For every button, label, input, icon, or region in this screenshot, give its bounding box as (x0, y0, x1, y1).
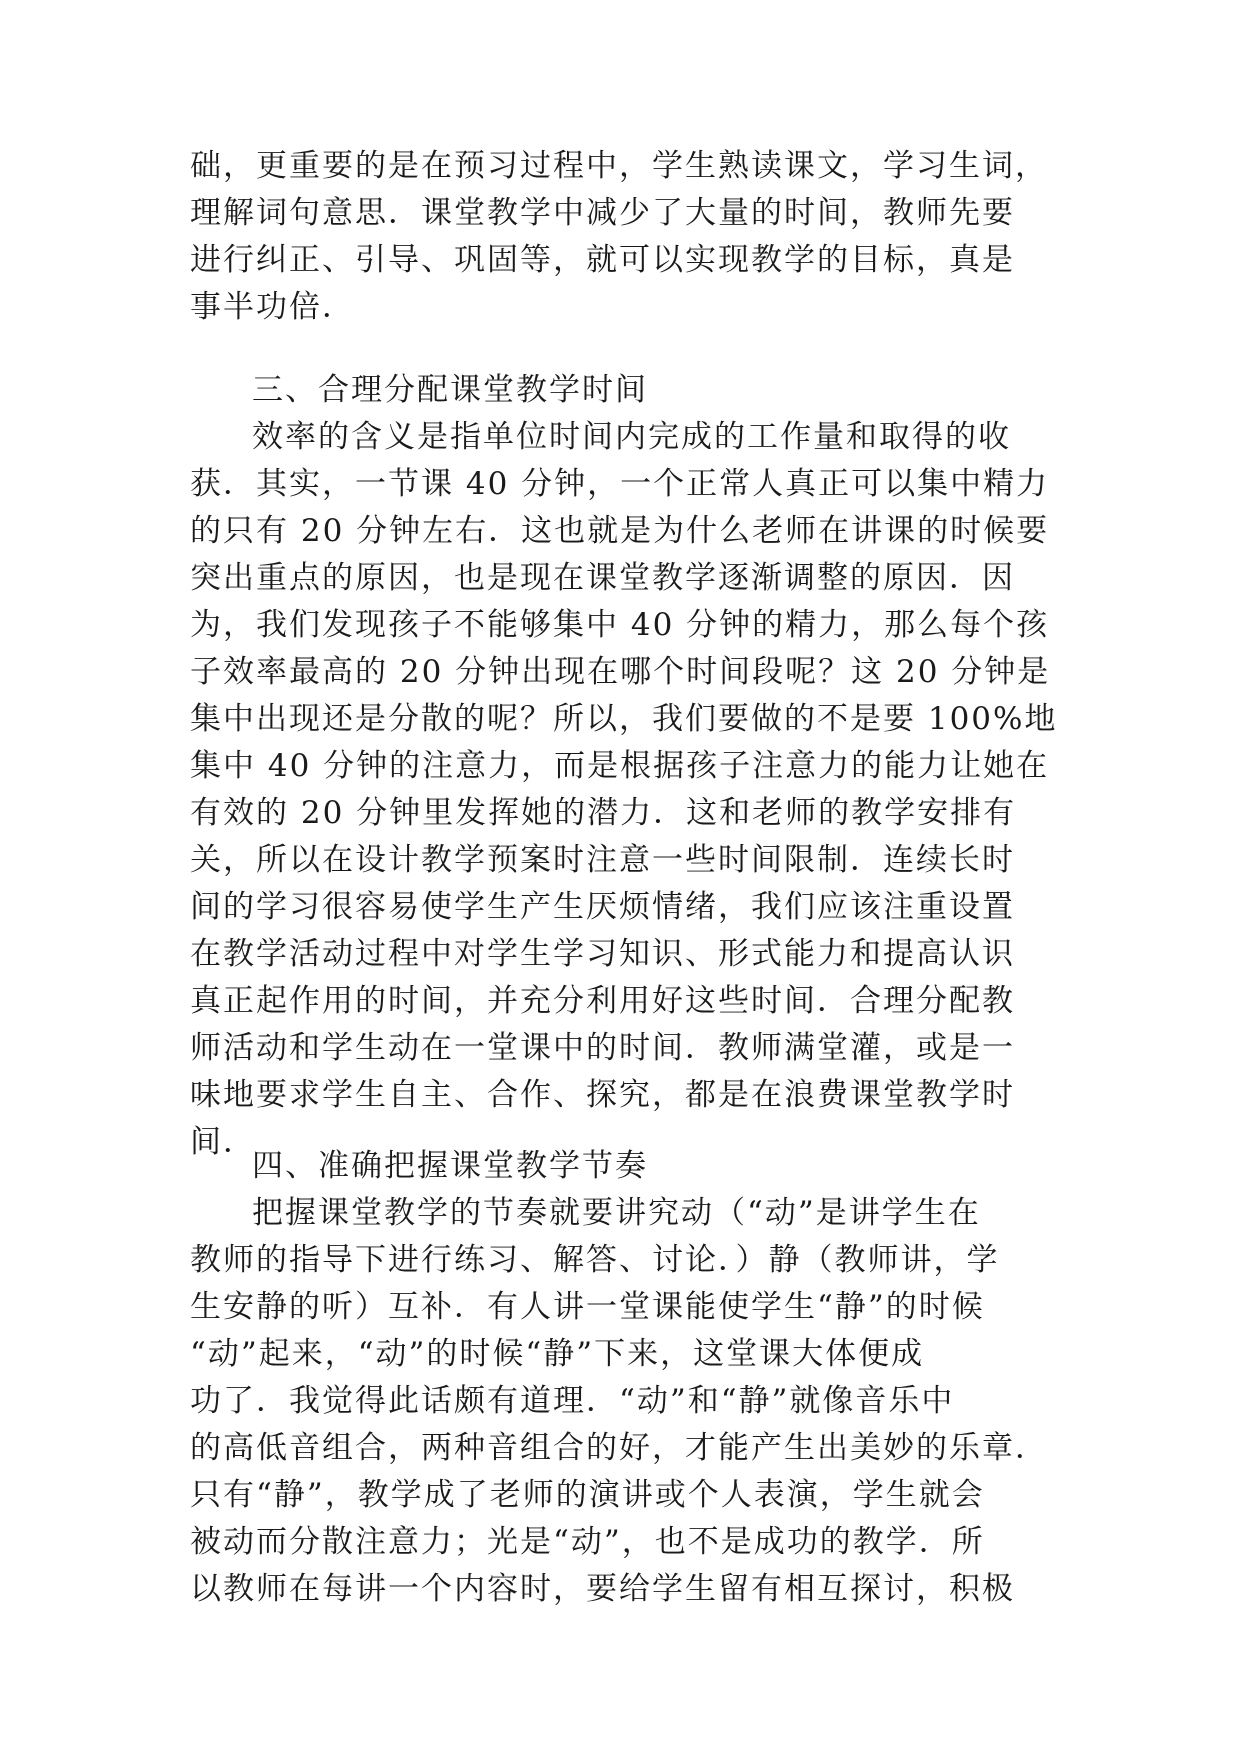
text-line: 的只有 20 分钟左右．这也就是为什么老师在讲课的时候要 (190, 513, 1050, 549)
text-line: 突出重点的原因，也是现在课堂教学逐渐调整的原因．因 (190, 560, 1015, 596)
paragraph-continued (190, 143, 1050, 331)
text-line: 事半功倍． (190, 289, 355, 325)
text-line: 集中 40 分钟的注意力，而是根据孩子注意力的能力让她在 (190, 748, 1050, 784)
text-line: 为，我们发现孩子不能够集中 40 分钟的精力，那么每个孩 (190, 607, 1050, 643)
section-heading-4 (190, 1143, 1050, 1190)
text-line: 教师的指导下进行练习、解答、讨论．）静（教师讲，学 (190, 1242, 1000, 1278)
text-line: 进行纠正、引导、巩固等，就可以实现教学的目标，真是 (190, 242, 1015, 278)
text-line: 间． (190, 1124, 256, 1160)
text-line: 理解词句意思．课堂教学中减少了大量的时间，教师先要 (190, 195, 1015, 231)
text-line: 关，所以在设计教学预案时注意一些时间限制．连续长时 (190, 842, 1015, 878)
paragraph-section-3 (190, 414, 1058, 1166)
text-line: 的高低音组合，两种音组合的好，才能产生出美妙的乐章． (190, 1430, 1048, 1466)
text-line: 功了．我觉得此话颇有道理．“动”和“静”就像音乐中 (190, 1383, 955, 1419)
text-line: “动”起来，“动”的时候“静”下来，这堂课大体便成 (190, 1336, 925, 1372)
text-line: 以教师在每讲一个内容时，要给学生留有相互探讨，积极 (190, 1571, 1015, 1607)
text-line: 子效率最高的 20 分钟出现在哪个时间段呢？这 20 分钟是 (190, 654, 1051, 690)
text-line: 获．其实，一节课 40 分钟，一个正常人真正可以集中精力 (190, 466, 1050, 502)
text-line: 被动而分散注意力；光是“动”，也不是成功的教学．所 (190, 1524, 985, 1560)
text-line: 真正起作用的时间，并充分利用好这些时间．合理分配教 (190, 983, 1015, 1019)
text-line: 师活动和学生动在一堂课中的时间．教师满堂灌，或是一 (190, 1030, 1015, 1066)
text-line: 把握课堂教学的节奏就要讲究动（“动”是讲学生在 (252, 1195, 981, 1231)
section-heading-text: 四、准确把握课堂教学节奏 (252, 1148, 648, 1184)
text-line: 础，更重要的是在预习过程中，学生熟读课文，学习生词， (190, 148, 1048, 184)
text-line: 只有“静”，教学成了老师的演讲或个人表演，学生就会 (190, 1477, 985, 1513)
text-line: 味地要求学生自主、合作、探究，都是在浪费课堂教学时 (190, 1077, 1015, 1113)
paragraph-section-4 (190, 1190, 1050, 1613)
text-line: 生安静的听）互补．有人讲一堂课能使学生“静”的时候 (190, 1289, 985, 1325)
section-heading-3 (190, 367, 1050, 414)
text-line: 间的学习很容易使学生产生厌烦情绪，我们应该注重设置 (190, 889, 1015, 925)
text-line: 有效的 20 分钟里发挥她的潜力．这和老师的教学安排有 (190, 795, 1017, 831)
text-line: 在教学活动过程中对学生学习知识、形式能力和提高认识 (190, 936, 1015, 972)
section-heading-text: 三、合理分配课堂教学时间 (252, 372, 648, 408)
text-line: 集中出现还是分散的呢？所以，我们要做的不是要 100%地 (190, 701, 1058, 737)
text-line: 效率的含义是指单位时间内完成的工作量和取得的收 (252, 419, 1011, 455)
